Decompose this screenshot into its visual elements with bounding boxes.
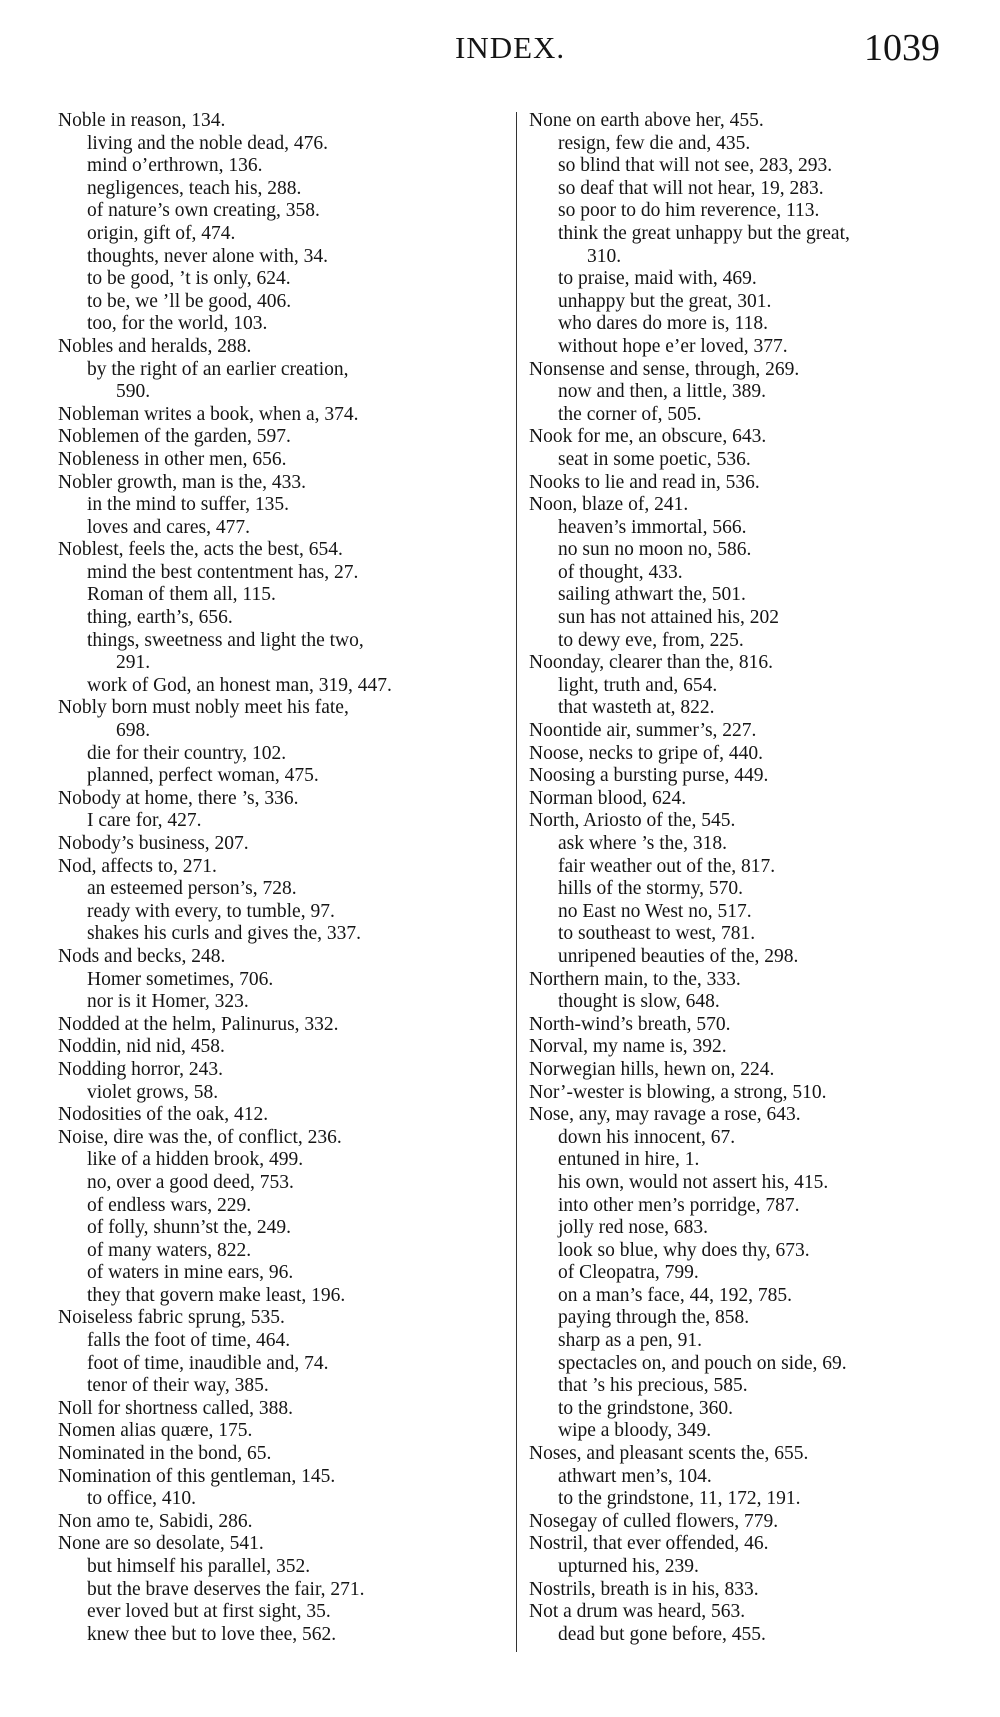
- index-entry: Norwegian hills, hewn on, 224.: [529, 1058, 775, 1080]
- index-entry: Nook for me, an obscure, 643.: [529, 426, 767, 448]
- index-subentry: loves and cares, 477.: [87, 516, 250, 538]
- index-entry: Nominated in the bond, 65.: [58, 1443, 272, 1465]
- index-subentry: sun has not attained his, 202: [558, 607, 779, 629]
- index-entry: Nomen alias quære, 175.: [58, 1420, 253, 1442]
- index-subentry: spectacles on, and pouch on side, 69.: [558, 1352, 847, 1374]
- index-continuation: 310.: [587, 245, 622, 267]
- index-entry: Non amo te, Sabidi, 286.: [58, 1510, 253, 1532]
- index-entry: Nonsense and sense, through, 269.: [529, 358, 800, 380]
- index-subentry: negligences, teach his, 288.: [87, 177, 302, 199]
- index-entry: Nosegay of culled flowers, 779.: [529, 1510, 779, 1532]
- index-subentry: foot of time, inaudible and, 74.: [87, 1352, 329, 1374]
- index-subentry: to the grindstone, 11, 172, 191.: [558, 1488, 801, 1510]
- index-subentry: now and then, a little, 389.: [558, 381, 766, 403]
- index-subentry: without hope e’er loved, 377.: [558, 335, 788, 357]
- index-entry: Nooks to lie and read in, 536.: [529, 471, 760, 493]
- index-subentry: to office, 410.: [87, 1488, 197, 1510]
- index-subentry: Homer sometimes, 706.: [87, 968, 274, 990]
- index-entry: Noontide air, summer’s, 227.: [529, 720, 757, 742]
- index-entry: Nodding horror, 243.: [58, 1058, 223, 1080]
- index-subentry: thoughts, never alone with, 34.: [87, 245, 328, 267]
- index-subentry: upturned his, 239.: [558, 1556, 699, 1577]
- index-subentry: thought is slow, 648.: [558, 991, 720, 1013]
- index-subentry: to praise, maid with, 469.: [558, 268, 757, 290]
- index-subentry: an esteemed person’s, 728.: [87, 878, 297, 900]
- index-subentry: of waters in mine ears, 96.: [87, 1262, 294, 1284]
- index-subentry: entuned in hire, 1.: [558, 1149, 700, 1171]
- index-subentry: but the brave deserves the fair, 271.: [87, 1578, 365, 1600]
- index-entry: None on earth above her, 455.: [529, 110, 764, 131]
- index-subentry: of endless wars, 229.: [87, 1194, 252, 1216]
- index-subentry: like of a hidden brook, 499.: [87, 1149, 304, 1171]
- index-entry: Norman blood, 624.: [529, 787, 687, 809]
- index-subentry: to be, we ’ll be good, 406.: [87, 290, 292, 312]
- index-continuation: 698.: [116, 720, 151, 742]
- index-continuation: 590.: [116, 381, 151, 403]
- index-subentry: I care for, 427.: [87, 810, 202, 832]
- index-subentry: light, truth and, 654.: [558, 674, 718, 696]
- index-subentry: no, over a good deed, 753.: [87, 1171, 294, 1193]
- index-subentry: in the mind to suffer, 135.: [87, 494, 289, 516]
- index-subentry: things, sweetness and light the two,: [87, 629, 364, 651]
- index-subentry: on a man’s face, 44, 192, 785.: [558, 1284, 792, 1306]
- index-entry: Northern main, to the, 333.: [529, 968, 741, 990]
- index-subentry: the corner of, 505.: [558, 403, 702, 425]
- index-subentry: sailing athwart the, 501.: [558, 584, 746, 606]
- index-subentry: seat in some poetic, 536.: [558, 448, 751, 470]
- index-subentry: violet grows, 58.: [87, 1081, 219, 1103]
- index-subentry: that ’s his precious, 585.: [558, 1375, 748, 1397]
- index-subentry: Roman of them all, 115.: [87, 584, 276, 606]
- index-entry: Noosing a bursting purse, 449.: [529, 765, 769, 787]
- index-entry: Noose, necks to gripe of, 440.: [529, 742, 763, 764]
- index-entry: Nomination of this gentleman, 145.: [58, 1465, 336, 1487]
- index-subentry: down his innocent, 67.: [558, 1126, 736, 1148]
- index-subentry: of many waters, 822.: [87, 1239, 252, 1261]
- index-subentry: to the grindstone, 360.: [558, 1397, 733, 1419]
- index-subentry: unripened beauties of the, 298.: [558, 945, 799, 967]
- index-column-left: [58, 110, 498, 1646]
- index-subentry: planned, perfect woman, 475.: [87, 765, 319, 787]
- index-entry: Nobler growth, man is the, 433.: [58, 471, 307, 493]
- index-entry: Nobly born must nobly meet his fate,: [58, 697, 349, 719]
- index-subentry: ready with every, to tumble, 97.: [87, 900, 335, 922]
- index-subentry: fair weather out of the, 817.: [558, 855, 776, 877]
- index-entry: Nod, affects to, 271.: [58, 855, 217, 877]
- index-entry: Noble in reason, 134.: [58, 110, 226, 131]
- index-subentry: to dewy eve, from, 225.: [558, 629, 744, 651]
- index-subentry: unhappy but the great, 301.: [558, 290, 772, 312]
- index-entry: Nor’-wester is blowing, a strong, 510.: [529, 1081, 827, 1103]
- index-entry: Noon, blaze of, 241.: [529, 494, 689, 516]
- index-subentry: living and the noble dead, 476.: [87, 132, 328, 154]
- index-subentry: athwart men’s, 104.: [558, 1465, 712, 1487]
- index-entry: Nostrils, breath is in his, 833.: [529, 1578, 759, 1600]
- index-subentry: thing, earth’s, 656.: [87, 607, 233, 629]
- index-subentry: wipe a bloody, 349.: [558, 1420, 712, 1442]
- index-subentry: shakes his curls and gives the, 337.: [87, 923, 362, 945]
- index-entry: Noblest, feels the, acts the best, 654.: [58, 539, 343, 561]
- index-subentry: mind o’erthrown, 136.: [87, 155, 263, 177]
- index-column-right: [529, 110, 979, 1646]
- index-subentry: jolly red nose, 683.: [558, 1217, 709, 1239]
- index-entry: Not a drum was heard, 563.: [529, 1601, 746, 1623]
- index-subentry: tenor of their way, 385.: [87, 1375, 269, 1397]
- index-subentry: knew thee but to love thee, 562.: [87, 1623, 337, 1645]
- index-entry: Noll for shortness called, 388.: [58, 1397, 294, 1419]
- index-entry: Noblemen of the garden, 597.: [58, 426, 291, 448]
- index-subentry: of nature’s own creating, 358.: [87, 200, 320, 222]
- index-subentry: no East no West no, 517.: [558, 900, 752, 922]
- index-subentry: heaven’s immortal, 566.: [558, 516, 747, 538]
- index-entry: North, Ariosto of the, 545.: [529, 810, 736, 832]
- index-subentry: by the right of an earlier creation,: [87, 358, 349, 380]
- index-subentry: but himself his parallel, 352.: [87, 1556, 311, 1577]
- page-number: 1039: [864, 27, 940, 69]
- index-subentry: paying through the, 858.: [558, 1307, 750, 1329]
- index-entry: None are so desolate, 541.: [58, 1533, 264, 1555]
- index-entry: Noses, and pleasant scents the, 655.: [529, 1443, 809, 1465]
- column-divider: [516, 112, 517, 1652]
- index-subentry: resign, few die and, 435.: [558, 132, 751, 154]
- index-entry: Nobleman writes a book, when a, 374.: [58, 403, 359, 425]
- index-subentry: so poor to do him reverence, 113.: [558, 200, 820, 222]
- index-subentry: of Cleopatra, 799.: [558, 1262, 699, 1284]
- index-entry: Nodosities of the oak, 412.: [58, 1104, 269, 1126]
- index-subentry: look so blue, why does thy, 673.: [558, 1239, 810, 1261]
- index-subentry: ask where ’s the, 318.: [558, 833, 727, 854]
- index-entry: Nobody’s business, 207.: [58, 833, 249, 854]
- index-entry: Noonday, clearer than the, 816.: [529, 652, 774, 674]
- index-subentry: falls the foot of time, 464.: [87, 1330, 291, 1352]
- index-entry: Nose, any, may ravage a rose, 643.: [529, 1104, 801, 1126]
- index-entry: Nodded at the helm, Palinurus, 332.: [58, 1013, 339, 1035]
- index-subentry: nor is it Homer, 323.: [87, 991, 249, 1013]
- index-subentry: his own, would not assert his, 415.: [558, 1171, 829, 1193]
- page-title: INDEX.: [455, 30, 566, 65]
- index-entry: Noise, dire was the, of conflict, 236.: [58, 1126, 342, 1148]
- index-subentry: think the great unhappy but the great,: [558, 222, 850, 244]
- index-entry: Noddin, nid nid, 458.: [58, 1036, 225, 1058]
- index-subentry: too, for the world, 103.: [87, 313, 268, 335]
- index-subentry: of thought, 433.: [558, 561, 683, 583]
- index-subentry: who dares do more is, 118.: [558, 313, 768, 335]
- index-entry: Nobody at home, there ’s, 336.: [58, 787, 299, 809]
- index-subentry: hills of the stormy, 570.: [558, 878, 744, 900]
- index-entry: Nods and becks, 248.: [58, 945, 226, 967]
- index-subentry: to be good, ’t is only, 624.: [87, 268, 291, 290]
- index-subentry: of folly, shunn’st the, 249.: [87, 1217, 292, 1239]
- index-continuation: 291.: [116, 652, 151, 674]
- index-entry: Noiseless fabric sprung, 535.: [58, 1307, 285, 1329]
- index-subentry: so deaf that will not hear, 19, 283.: [558, 177, 824, 199]
- index-subentry: sharp as a pen, 91.: [558, 1330, 703, 1352]
- index-entry: Nobles and heralds, 288.: [58, 335, 252, 357]
- index-subentry: into other men’s porridge, 787.: [558, 1194, 800, 1216]
- index-subentry: to southeast to west, 781.: [558, 923, 756, 945]
- index-subentry: dead but gone before, 455.: [558, 1623, 766, 1645]
- index-entry: Nostril, that ever offended, 46.: [529, 1533, 769, 1555]
- index-subentry: mind the best contentment has, 27.: [87, 561, 359, 583]
- index-entry: Norval, my name is, 392.: [529, 1036, 727, 1058]
- index-subentry: they that govern make least, 196.: [87, 1284, 346, 1306]
- index-subentry: so blind that will not see, 283, 293.: [558, 155, 833, 177]
- index-subentry: no sun no moon no, 586.: [558, 539, 752, 561]
- index-subentry: work of God, an honest man, 319, 447.: [87, 674, 392, 696]
- index-entry: North-wind’s breath, 570.: [529, 1013, 731, 1035]
- index-subentry: origin, gift of, 474.: [87, 222, 236, 244]
- index-entry: Nobleness in other men, 656.: [58, 448, 287, 470]
- index-subentry: ever loved but at first sight, 35.: [87, 1601, 331, 1623]
- index-subentry: die for their country, 102.: [87, 742, 287, 764]
- index-subentry: that wasteth at, 822.: [558, 697, 715, 719]
